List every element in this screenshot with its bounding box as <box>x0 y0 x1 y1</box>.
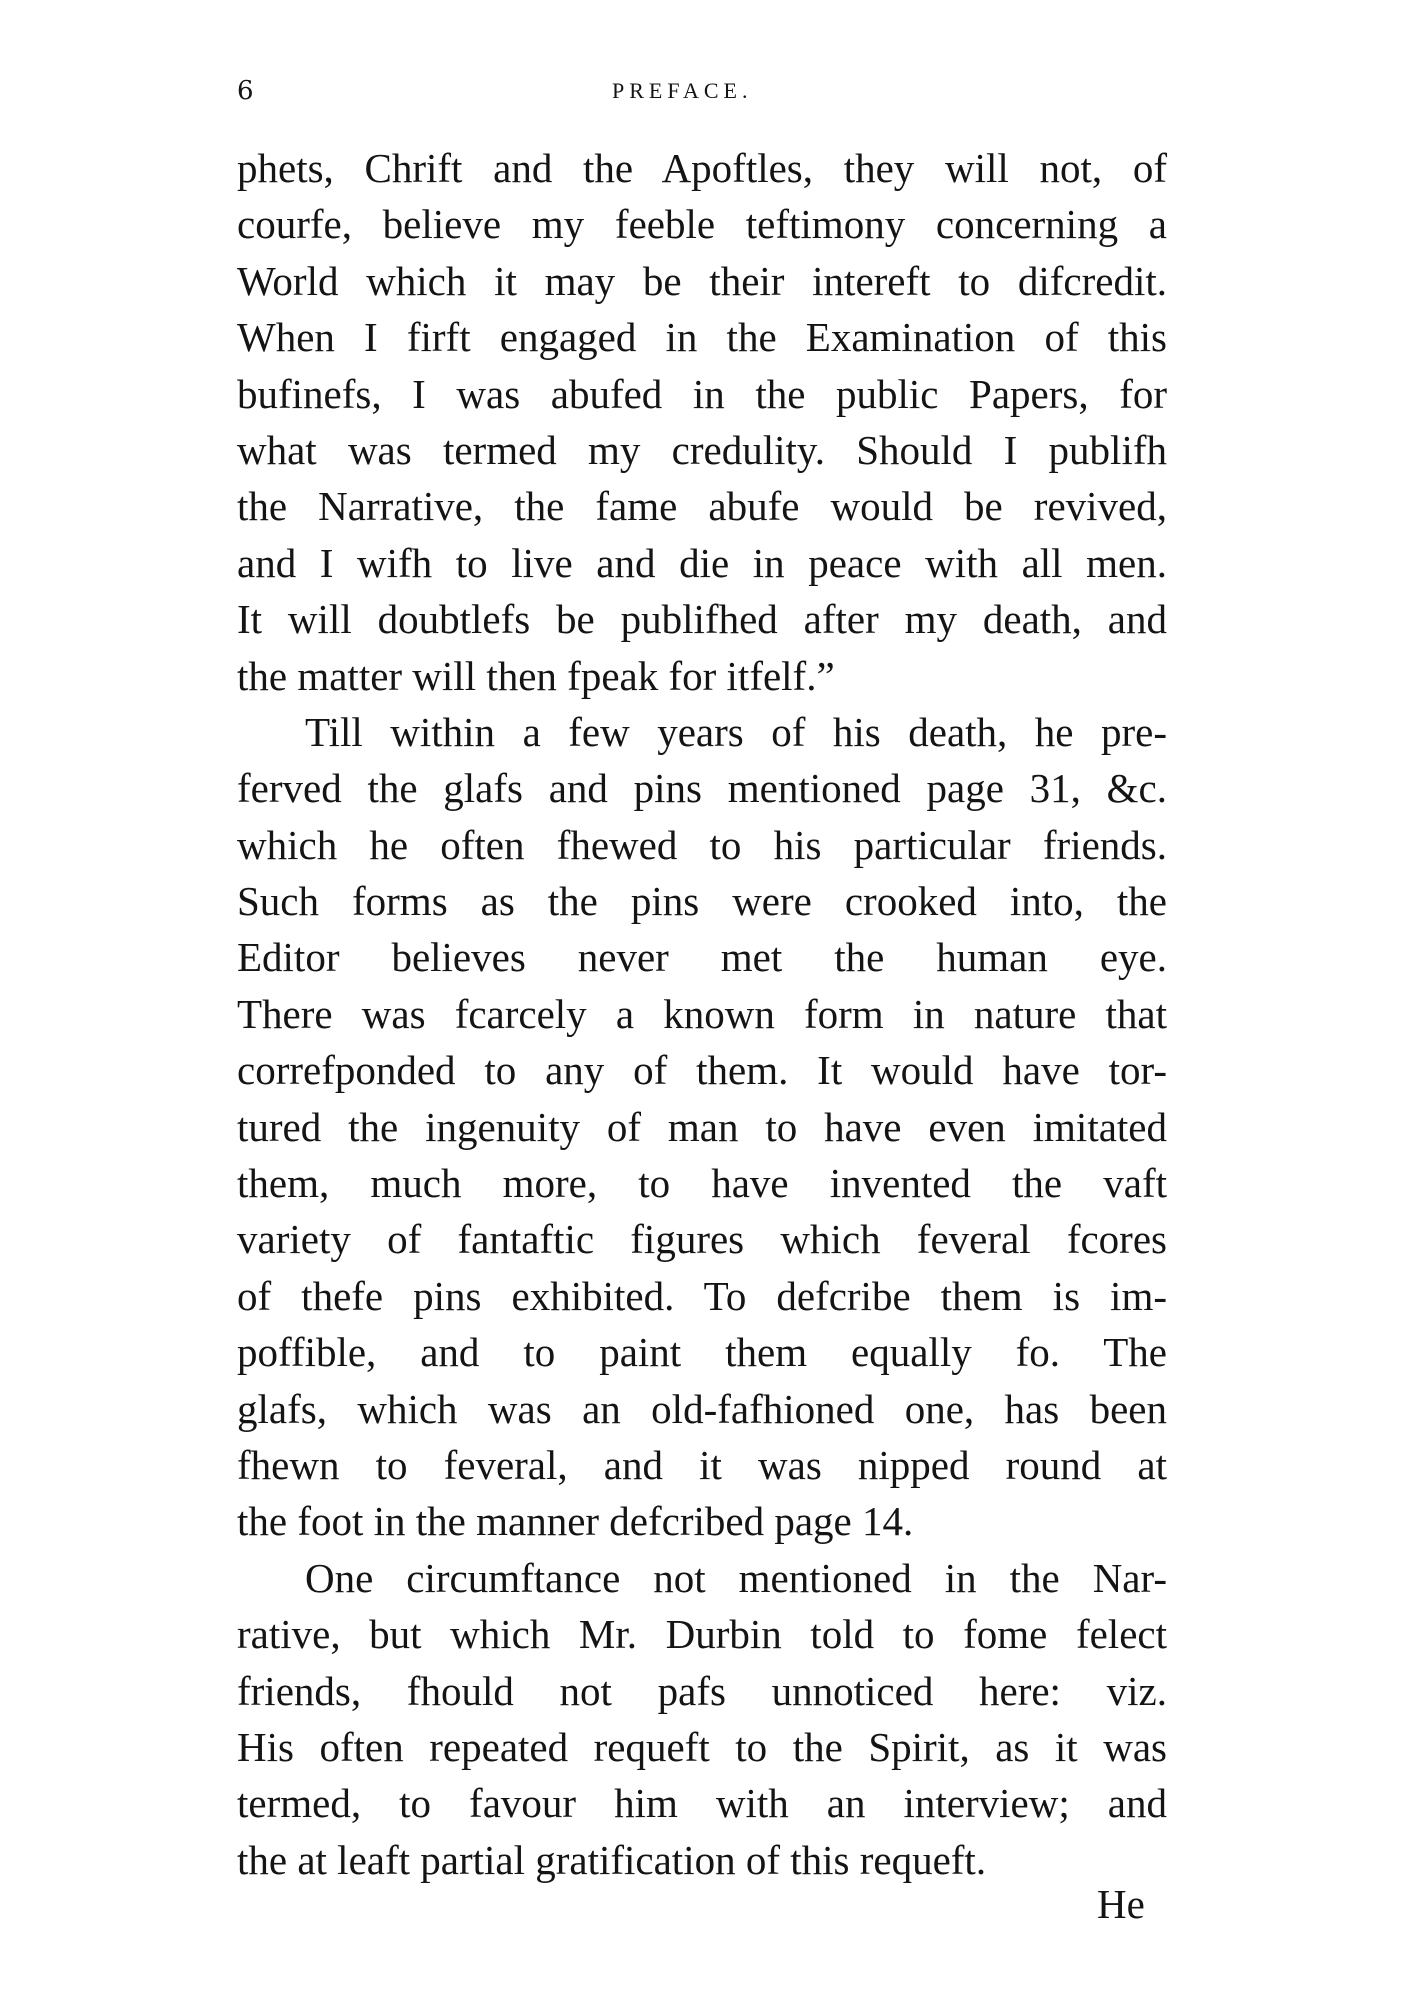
text-line: the matter will then fpeak for itfelf.” <box>237 652 835 699</box>
text-line: World which it may be their intereft to difcredit. <box>237 257 1167 304</box>
text-line: them, much more, to have invented the vaft <box>237 1160 1167 1207</box>
text-line: and I wifh to live and die in peace with all men. <box>237 539 1167 586</box>
text-line: It will doubtlefs be publifhed after my death, and <box>237 596 1167 643</box>
page-number: 6 <box>237 76 255 106</box>
text-line: termed, to favour him with an interview; and <box>237 1780 1167 1827</box>
text-line: poffible, and to paint them equally fo. The <box>237 1329 1167 1376</box>
text-line: variety of fantaftic figures which feveral fcores <box>237 1216 1167 1263</box>
text-line: of thefe pins exhibited. To defcribe them is im- <box>237 1272 1167 1319</box>
text-line: correfponded to any of them. It would have tor- <box>237 1047 1167 1094</box>
running-title: PREFACE. <box>612 78 753 103</box>
text-line: Till within a few years of his death, he pre- <box>305 708 1167 755</box>
text-line: There was fcarcely a known form in nature that <box>237 990 1167 1037</box>
text-line: phets, Chrift and the Apoftles, they will not, of <box>237 145 1167 191</box>
body-text <box>237 140 1167 1888</box>
text-line: ferved the glafs and pins mentioned page 31, &c. <box>237 765 1167 812</box>
text-line: When I firft engaged in the Examination of this <box>237 314 1167 361</box>
text-line: fhewn to feveral, and it was nipped round at <box>237 1441 1167 1488</box>
text-line: the at leaft partial gratification of this requeft. <box>237 1836 987 1883</box>
text-line: tured the ingenuity of man to have even imitated <box>237 1103 1167 1150</box>
running-head <box>237 76 1167 116</box>
text-line: friends, fhould not pafs unnoticed here: viz. <box>237 1667 1167 1714</box>
text-line: courfe, believe my feeble teftimony concerning a <box>237 201 1167 248</box>
text-line: rative, but which Mr. Durbin told to fome felect <box>237 1611 1167 1658</box>
text-line: His often repeated requeft to the Spirit, as it was <box>237 1723 1167 1770</box>
text-line: the Narrative, the fame abufe would be revived, <box>237 483 1167 530</box>
text-line: the foot in the manner defcribed page 14. <box>237 1498 914 1545</box>
text-line: glafs, which was an old-fafhioned one, has been <box>237 1385 1167 1432</box>
catchword: He <box>1097 1881 1145 1927</box>
text-line: which he often fhewed to his particular friends. <box>237 821 1167 868</box>
text-line: what was termed my credulity. Should I publifh <box>237 426 1167 473</box>
text-line: bufinefs, I was abufed in the public Papers, for <box>237 370 1167 417</box>
text-line: Editor believes never met the human eye. <box>237 934 1167 981</box>
text-line: One circumftance not mentioned in the Nar- <box>305 1554 1167 1601</box>
text-line: Such forms as the pins were crooked into, the <box>237 878 1167 925</box>
